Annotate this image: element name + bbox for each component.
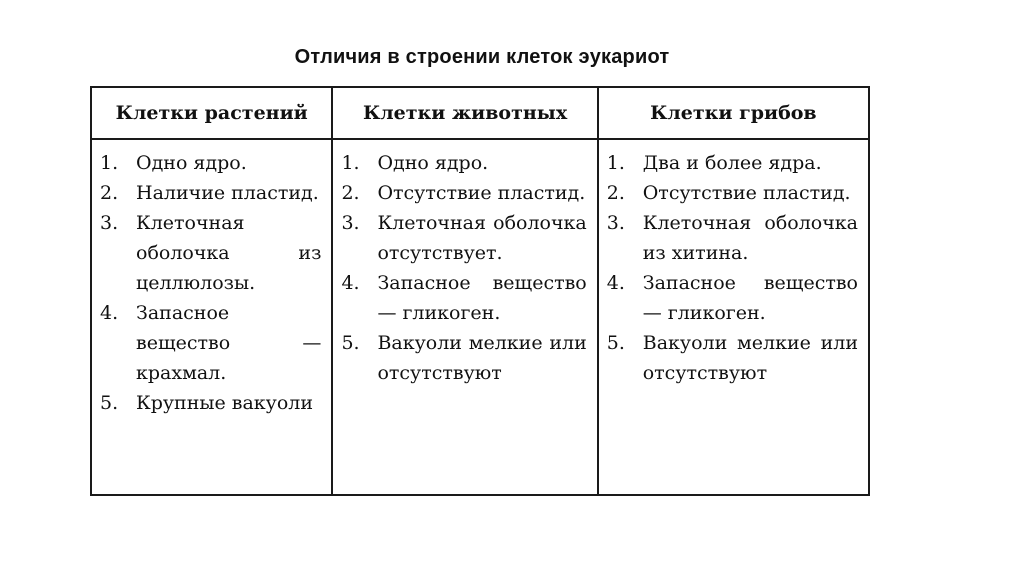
item-number: 2.: [100, 182, 119, 204]
item-number: 1.: [606, 152, 625, 174]
item-text: Запасное вещество — гликоген.: [642, 272, 858, 324]
plant-cells-cell: [91, 139, 332, 495]
animal-cells-list: [341, 148, 586, 388]
item-number: 2.: [341, 182, 360, 204]
item-text: Клеточная оболочка отсутствует.: [377, 212, 587, 264]
item-number: 1.: [100, 152, 119, 174]
table-row: [91, 139, 869, 495]
list-item: [607, 328, 858, 388]
item-number: 5.: [606, 332, 625, 354]
item-number: 5.: [100, 392, 119, 414]
item-number: 5.: [341, 332, 360, 354]
header-fungi-cells: Клетки грибов: [598, 87, 869, 139]
list-item: [607, 148, 858, 178]
item-text: Отсутствие пластид.: [377, 182, 586, 204]
list-item: [607, 208, 858, 268]
header-plant-cells: Клетки растений: [91, 87, 332, 139]
item-text: Вакуоли мелкие или отсутствуют: [642, 332, 858, 384]
item-number: 4.: [100, 302, 119, 324]
item-text: Запасное вещество — крахмал.: [136, 302, 322, 384]
header-animal-cells: Клетки животных: [332, 87, 597, 139]
item-number: 3.: [100, 212, 119, 234]
item-number: 3.: [606, 212, 625, 234]
list-item: [100, 298, 321, 388]
comparison-table: [90, 86, 870, 496]
table-header-row: [91, 87, 869, 139]
item-number: 3.: [341, 212, 360, 234]
list-item: [341, 328, 586, 388]
list-item: [100, 148, 321, 178]
item-text: Отсутствие пластид.: [642, 182, 851, 204]
item-text: Запасное вещество — гликоген.: [377, 272, 587, 324]
item-text: Вакуоли мелкие или отсутствуют: [377, 332, 587, 384]
item-number: 4.: [606, 272, 625, 294]
list-item: [341, 178, 586, 208]
item-text: Наличие пластид.: [136, 182, 319, 204]
list-item: [341, 148, 586, 178]
animal-cells-cell: [332, 139, 597, 495]
item-text: Одно ядро.: [377, 152, 489, 174]
list-item: [607, 178, 858, 208]
item-text: Крупные вакуоли: [136, 392, 314, 414]
item-number: 2.: [606, 182, 625, 204]
list-item: [100, 208, 321, 298]
item-number: 4.: [341, 272, 360, 294]
list-item: [100, 178, 321, 208]
list-item: [341, 268, 586, 328]
page-title: Отличия в строении клеток эукариот: [294, 46, 670, 68]
item-text: Одно ядро.: [136, 152, 247, 174]
plant-cells-list: [100, 148, 321, 418]
item-text: Клеточная оболочка из целлюлозы.: [136, 212, 322, 294]
item-text: Два и более ядра.: [642, 152, 822, 174]
item-number: 1.: [341, 152, 360, 174]
list-item: [607, 268, 858, 328]
list-item: [341, 208, 586, 268]
fungi-cells-cell: [598, 139, 869, 495]
item-text: Клеточная оболочка из хитина.: [642, 212, 858, 264]
list-item: [100, 388, 321, 418]
fungi-cells-list: [607, 148, 858, 388]
